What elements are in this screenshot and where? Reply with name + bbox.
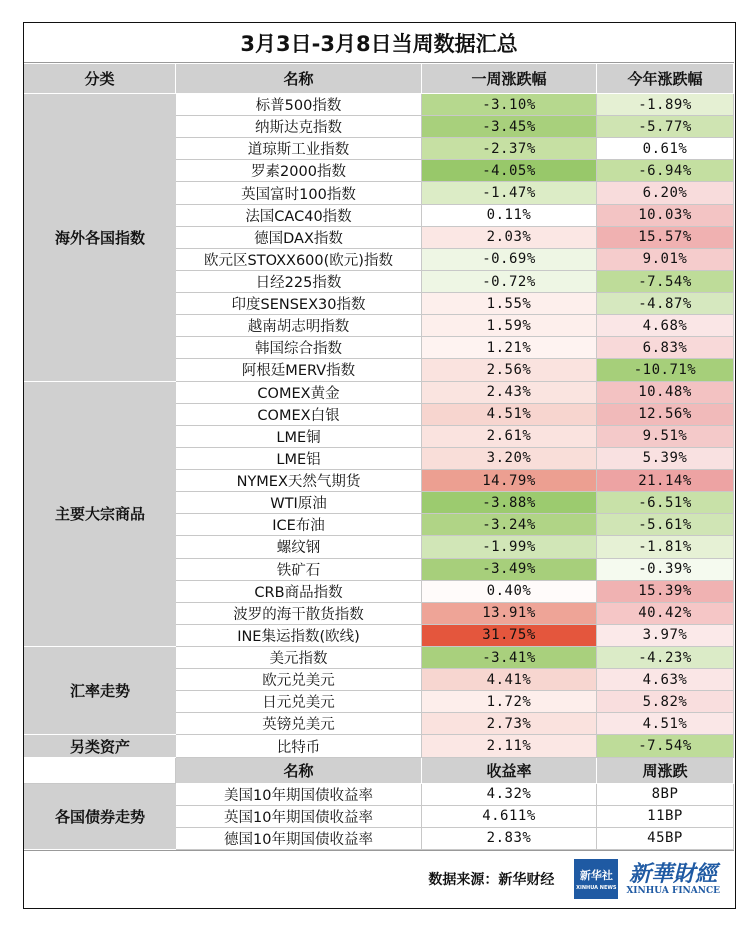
- row-name: 日经225指数: [176, 271, 422, 293]
- week-change-cell: 0.11%: [422, 205, 597, 227]
- category-label: 主要大宗商品: [24, 382, 176, 647]
- category-label: 另类资产: [24, 735, 176, 757]
- summary-table: [23, 22, 736, 909]
- week-change-cell: -3.45%: [422, 116, 597, 138]
- ytd-change-cell: 5.39%: [597, 448, 734, 470]
- week-change-cell: -3.41%: [422, 647, 597, 669]
- row-name: 标普500指数: [176, 94, 422, 116]
- category-label: 汇率走势: [24, 647, 176, 735]
- week-change-cell: -3.88%: [422, 492, 597, 514]
- row-name: LME铜: [176, 426, 422, 448]
- logo-box-cn: 新华社: [579, 868, 613, 882]
- row-name: 纳斯达克指数: [176, 116, 422, 138]
- row-name: 罗素2000指数: [176, 160, 422, 182]
- week-change-cell: -3.10%: [422, 94, 597, 116]
- week-change-cell: 2.61%: [422, 426, 597, 448]
- week-change-cell: 3.20%: [422, 448, 597, 470]
- bond-header-change: 周涨跌: [597, 758, 734, 784]
- ytd-change-cell: 40.42%: [597, 603, 734, 625]
- category-label: 海外各国指数: [24, 94, 176, 382]
- week-change-cell: 0.40%: [422, 581, 597, 603]
- ytd-change-cell: 10.48%: [597, 382, 734, 404]
- row-name: CRB商品指数: [176, 581, 422, 603]
- row-name: 道琼斯工业指数: [176, 138, 422, 160]
- xinhua-news-logo: [574, 859, 618, 899]
- row-name: 法国CAC40指数: [176, 205, 422, 227]
- ytd-change-cell: -0.39%: [597, 559, 734, 581]
- row-name: 阿根廷MERV指数: [176, 359, 422, 381]
- week-change-cell: 2.43%: [422, 382, 597, 404]
- ytd-change-cell: -1.89%: [597, 94, 734, 116]
- ytd-change-cell: 9.01%: [597, 249, 734, 271]
- row-name: 波罗的海干散货指数: [176, 603, 422, 625]
- week-change-cell: -2.37%: [422, 138, 597, 160]
- row-name: 螺纹钢: [176, 536, 422, 558]
- week-change-cell: 31.75%: [422, 625, 597, 647]
- row-name: COMEX黄金: [176, 382, 422, 404]
- bond-yield-cell: 4.611%: [422, 806, 597, 828]
- logo-text-en: XINHUA FINANCE: [626, 885, 720, 896]
- row-name: 欧元兑美元: [176, 669, 422, 691]
- row-name: NYMEX天然气期货: [176, 470, 422, 492]
- row-name: 越南胡志明指数: [176, 315, 422, 337]
- row-name: 德国DAX指数: [176, 227, 422, 249]
- row-name: 欧元区STOXX600(欧元)指数: [176, 249, 422, 271]
- bond-header-yield: 收益率: [422, 758, 597, 784]
- logo-text-cn: 新華財經: [629, 860, 718, 887]
- week-change-cell: -0.72%: [422, 271, 597, 293]
- ytd-change-cell: -4.23%: [597, 647, 734, 669]
- ytd-change-cell: -4.87%: [597, 293, 734, 315]
- week-change-cell: -3.24%: [422, 514, 597, 536]
- week-change-cell: 14.79%: [422, 470, 597, 492]
- ytd-change-cell: 0.61%: [597, 138, 734, 160]
- ytd-change-cell: 10.03%: [597, 205, 734, 227]
- week-change-cell: 2.73%: [422, 713, 597, 735]
- row-name: 英镑兑美元: [176, 713, 422, 735]
- ytd-change-cell: 15.39%: [597, 581, 734, 603]
- ytd-change-cell: 3.97%: [597, 625, 734, 647]
- ytd-change-cell: 4.63%: [597, 669, 734, 691]
- data-source-text: 数据来源：新华财经: [428, 871, 555, 888]
- ytd-change-cell: 5.82%: [597, 691, 734, 713]
- bond-header-blank: [24, 758, 176, 784]
- ytd-change-cell: 12.56%: [597, 404, 734, 426]
- row-name: 美元指数: [176, 647, 422, 669]
- footer: [24, 850, 734, 907]
- bond-header-name: 名称: [176, 758, 422, 784]
- week-change-cell: -1.47%: [422, 182, 597, 204]
- bond-change-cell: 45BP: [597, 828, 734, 850]
- row-name: 英国富时100指数: [176, 182, 422, 204]
- bond-name: 英国10年期国债收益率: [176, 806, 422, 828]
- week-change-cell: 1.72%: [422, 691, 597, 713]
- ytd-change-cell: 21.14%: [597, 470, 734, 492]
- ytd-change-cell: 6.20%: [597, 182, 734, 204]
- week-change-cell: 1.55%: [422, 293, 597, 315]
- row-name: COMEX白银: [176, 404, 422, 426]
- ytd-change-cell: -7.54%: [597, 271, 734, 293]
- week-change-cell: 1.59%: [422, 315, 597, 337]
- bond-change-cell: 8BP: [597, 784, 734, 806]
- row-name: INE集运指数(欧线): [176, 625, 422, 647]
- bond-name: 美国10年期国债收益率: [176, 784, 422, 806]
- ytd-change-cell: 15.57%: [597, 227, 734, 249]
- week-change-cell: 13.91%: [422, 603, 597, 625]
- week-change-cell: -1.99%: [422, 536, 597, 558]
- ytd-change-cell: -7.54%: [597, 735, 734, 757]
- xinhua-finance-logo: [626, 862, 720, 896]
- header-name: 名称: [176, 64, 422, 94]
- ytd-change-cell: 4.51%: [597, 713, 734, 735]
- row-name: WTI原油: [176, 492, 422, 514]
- week-change-cell: -3.49%: [422, 559, 597, 581]
- week-change-cell: 1.21%: [422, 337, 597, 359]
- row-name: 日元兑美元: [176, 691, 422, 713]
- row-name: 铁矿石: [176, 559, 422, 581]
- row-name: 韩国综合指数: [176, 337, 422, 359]
- row-name: 比特币: [176, 735, 422, 757]
- ytd-change-cell: -10.71%: [597, 359, 734, 381]
- row-name: 印度SENSEX30指数: [176, 293, 422, 315]
- bond-change-cell: 11BP: [597, 806, 734, 828]
- week-change-cell: -4.05%: [422, 160, 597, 182]
- logo-box-en: XINHUA NEWS: [576, 884, 617, 891]
- ytd-change-cell: -5.61%: [597, 514, 734, 536]
- ytd-change-cell: -6.51%: [597, 492, 734, 514]
- bond-name: 德国10年期国债收益率: [176, 828, 422, 850]
- ytd-change-cell: -1.81%: [597, 536, 734, 558]
- week-change-cell: 4.41%: [422, 669, 597, 691]
- header-category: 分类: [24, 64, 176, 94]
- header-week-change: 一周涨跌幅: [422, 64, 597, 94]
- week-change-cell: 4.51%: [422, 404, 597, 426]
- ytd-change-cell: 6.83%: [597, 337, 734, 359]
- bond-category-label: 各国债券走势: [24, 784, 176, 850]
- row-name: LME铝: [176, 448, 422, 470]
- week-change-cell: 2.03%: [422, 227, 597, 249]
- row-name: ICE布油: [176, 514, 422, 536]
- ytd-change-cell: -6.94%: [597, 160, 734, 182]
- week-change-cell: 2.11%: [422, 735, 597, 757]
- table-title: 3月3日-3月8日当周数据汇总: [24, 23, 734, 63]
- bond-yield-cell: 4.32%: [422, 784, 597, 806]
- week-change-cell: -0.69%: [422, 249, 597, 271]
- week-change-cell: 2.56%: [422, 359, 597, 381]
- bond-yield-cell: 2.83%: [422, 828, 597, 850]
- ytd-change-cell: 9.51%: [597, 426, 734, 448]
- header-ytd-change: 今年涨跌幅: [597, 64, 734, 94]
- ytd-change-cell: -5.77%: [597, 116, 734, 138]
- ytd-change-cell: 4.68%: [597, 315, 734, 337]
